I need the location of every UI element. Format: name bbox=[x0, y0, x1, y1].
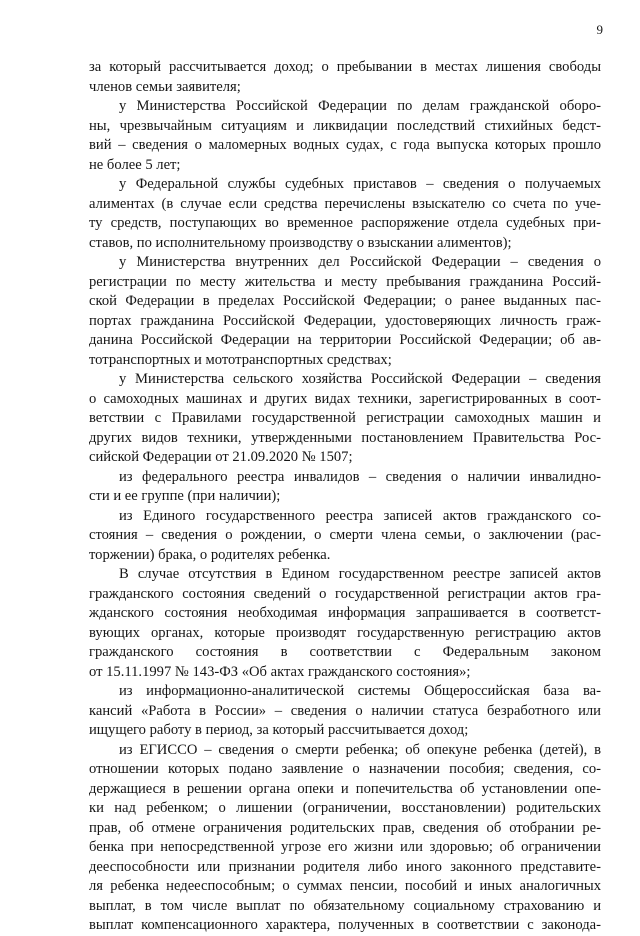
text-line: держащиеся в решении органа опеки и попечительства об установлении опе- bbox=[89, 780, 601, 797]
text-line: ля ребенка недееспособным; о суммах пенсии, пособий и иных аналогичных bbox=[89, 878, 601, 894]
text-line: тотранспортных и мототранспортных средствах; bbox=[89, 351, 392, 368]
text-line: алиментах (в случае если средства перечислены взыскателю со счета по уче- bbox=[89, 195, 601, 212]
text-line: отношении которых подано заявление о назначении пособия; сведения, со- bbox=[89, 761, 601, 777]
text-line: ищущего работу в период, за который рассчитывается доход; bbox=[89, 722, 469, 738]
paragraph bbox=[89, 741, 601, 936]
text-line: членов семьи заявителя; bbox=[89, 78, 241, 95]
text-line: других видов техники, утвержденными постановлением Правительства Рос- bbox=[89, 429, 601, 446]
text-line: гражданского состояния сведений о государственной регистрации актов гра- bbox=[89, 585, 601, 602]
text-line: у Министерства сельского хозяйства Российской Федерации – сведения bbox=[119, 371, 601, 387]
text-line: ту средств, поступающих во временное распоряжение отдела судебных при- bbox=[89, 215, 601, 231]
text-line: бенка при непосредственной угрозе его жизни или здоровью; об ограничении bbox=[89, 839, 601, 855]
text-line: у Министерства внутренних дел Российской Федерации – сведения о bbox=[119, 254, 601, 270]
text-line: вующих органах, которые производят государственную регистрацию актов bbox=[89, 624, 601, 641]
text-line: из ЕГИССО – сведения о смерти ребенка; об опекуне ребенка (детей), в bbox=[119, 741, 601, 758]
text-line: дееспособности или признании родителя либо иного законного представите- bbox=[89, 858, 601, 875]
text-line: ветствии с Правилами государственной регистрации самоходных машин и bbox=[89, 410, 601, 426]
text-line: ны, чрезвычайным ситуациям и ликвидации последствий стихийных бедст- bbox=[89, 117, 601, 134]
text-line: В случае отсутствия в Едином государственном реестре записей актов bbox=[119, 566, 601, 582]
text-line: ставов, по исполнительному производству о взыскании алиментов); bbox=[89, 234, 512, 251]
text-line: прав, об отмене ограничения родительских прав, сведения об отобрании ре- bbox=[89, 819, 601, 836]
text-line: из информационно-аналитической системы Общероссийская база ва- bbox=[119, 683, 601, 699]
text-line: из Единого государственного реестра записей актов гражданского со- bbox=[119, 507, 601, 524]
page-number: 9 bbox=[596, 22, 603, 37]
text-line: о самоходных машинах и других видах техники, зарегистрированных в соот- bbox=[89, 390, 601, 407]
paragraph bbox=[89, 468, 601, 507]
paragraph bbox=[89, 682, 601, 741]
paragraph bbox=[89, 97, 601, 175]
text-line: гражданского состояния в соответствии с Федеральным законом bbox=[89, 644, 601, 660]
text-line: регистрации по месту жительства и месту пребывания гражданина Россий- bbox=[89, 273, 601, 290]
paragraph bbox=[89, 370, 601, 468]
text-line: выплат, в том числе выплат по обязательному социальному страхованию и bbox=[89, 897, 601, 914]
text-line: сти и ее группе (при наличии); bbox=[89, 488, 281, 504]
text-line: портах гражданина Российской Федерации, удостоверяющих личность граж- bbox=[89, 312, 601, 329]
text-line: вий – сведения о маломерных водных судах, с года выпуска которых прошло bbox=[89, 137, 601, 153]
text-line: выплат компенсационного характера, полученных в соответствии с законода- bbox=[89, 917, 601, 933]
paragraph bbox=[89, 507, 601, 566]
text-line: кансий «Работа в России» – сведения о наличии статуса безработного или bbox=[89, 702, 601, 719]
text-line: жданского состояния необходимая информация запрашивается в соответст- bbox=[89, 605, 601, 621]
paragraph bbox=[89, 253, 601, 370]
text-line: торжении) брака, о родителях ребенка. bbox=[89, 546, 331, 563]
text-line: сийской Федерации от 21.09.2020 № 1507; bbox=[89, 449, 353, 465]
text-line: стояния – сведения о рождении, о смерти члена семьи, о заключении (рас- bbox=[89, 527, 601, 543]
text-line: из федерального реестра инвалидов – сведения о наличии инвалидно- bbox=[119, 468, 601, 485]
paragraph bbox=[89, 58, 601, 97]
document-body bbox=[89, 58, 601, 936]
text-line: ки над ребенком; о лишении (ограничении, восстановлении) родительских bbox=[89, 800, 601, 816]
text-line: у Федеральной службы судебных приставов – сведения о получаемых bbox=[119, 176, 601, 192]
paragraph bbox=[89, 175, 601, 253]
text-line: ской Федерации в пределах Российской Федерации; о ранее выданных пас- bbox=[89, 293, 601, 309]
text-line: от 15.11.1997 № 143-ФЗ «Об актах гражданского состояния»; bbox=[89, 663, 471, 680]
text-line: за который рассчитывается доход; о пребывании в местах лишения свободы bbox=[89, 59, 601, 75]
text-line: не более 5 лет; bbox=[89, 156, 181, 173]
paragraph bbox=[89, 565, 601, 682]
text-line: данина Российской Федерации на территории Российской Федерации; об ав- bbox=[89, 332, 601, 348]
text-line: у Министерства Российской Федерации по делам гражданской оборо- bbox=[119, 98, 601, 114]
